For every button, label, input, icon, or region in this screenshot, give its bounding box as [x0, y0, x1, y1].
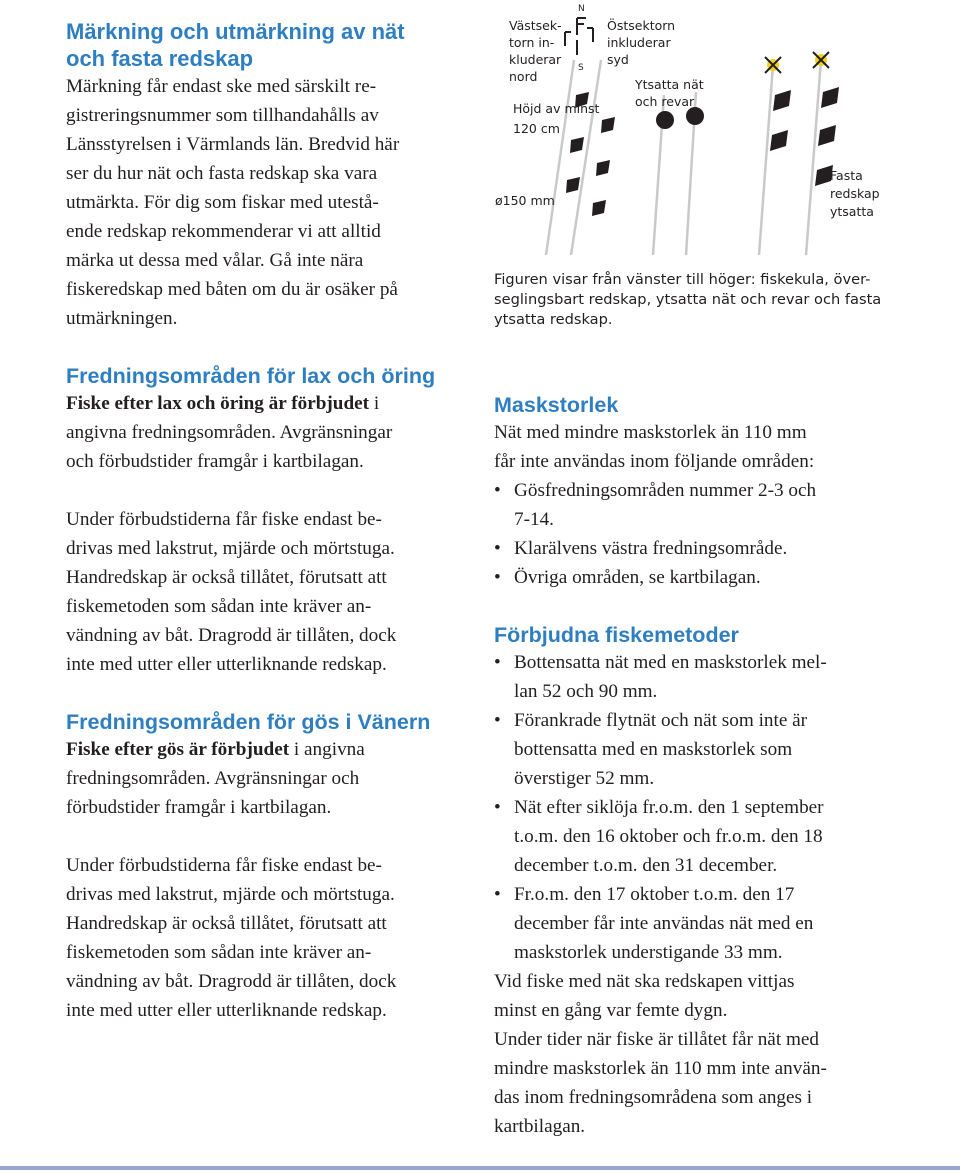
list-item: • Gösfredningsområden nummer 2-3 och 7-14.: [494, 476, 914, 534]
nets-label: Ytsatta nät och revar: [635, 77, 704, 109]
salmon-trout-heading: Fredningsområden för lax och öring: [66, 364, 436, 388]
section-marking: [66, 18, 481, 333]
left-column: [66, 18, 481, 1025]
mesh-size-heading: Maskstorlek: [494, 393, 619, 417]
pole-2: [571, 60, 601, 255]
forbidden-methods-list: [494, 648, 914, 967]
pole-1: [546, 60, 574, 255]
list-item: • Bottensatta nät med en maskstorlek mel- lan 52 och 90 mm.: [494, 648, 914, 706]
flag-icon: [770, 87, 839, 186]
list-item: • Nät efter siklöja fr.o.m. den 1 september t.o.m. den 16 oktober och fr.o.m. den 18 december t.o.m. den 31 december.: [494, 793, 914, 880]
svg-text:S: S: [578, 63, 584, 73]
svg-text:N: N: [578, 4, 585, 14]
gear-marking-figure: [491, 0, 931, 255]
section-mesh-size: Maskstorlek Nät med mindre maskstorlek än 110 mm får inte användas inom följande områden: • Gösfredningsområden nummer 2-3 och 7-14. • Klarälvens västra fredningsområde. • Övriga områden, se kartbilagan.: [494, 392, 914, 592]
west-sector-label: Västsek- torn in- kluderar nord: [509, 18, 562, 84]
list-item: • Förankrade flytnät och nät som inte är bottensatta med en maskstorlek som överstiger 52 mm.: [494, 706, 914, 793]
buoy-ball-icon: [656, 111, 674, 129]
pole-5: [759, 65, 773, 255]
list-item: • Klarälvens västra fredningsområde.: [494, 534, 914, 563]
compass-icon: [565, 4, 593, 73]
section-zander: Fredningsområden för gös i Vänern Fiske efter gös är förbjudet i angivna fredningsområden. Avgränsningar och förbudstider framgår i kartbilagan. Under förbudstiderna får fiske endast be- drivas med lakstrut, mjärde och mörtstuga. Handredskap är också tillåtet, förutsatt att fiskemetoden som sådan inte kräver an- vändning av båt. Dragrodd är tillåten, dock inte med utter eller utterliknande redskap.: [66, 709, 481, 1025]
marking-body: Märkning får endast ske med särskilt re- gistreringsnummer som tillhandahålls av Länsstyrelsen i Värmlands län. Bredvid här ser du hur nät och fasta redskap ska vara utmärkta. För dig som fiskar med utestå- ende redskap rekommenderar vi att alltid märka ut dessa med vålar. Gå inte nära fiskeredskap med båten om du är osäker på utmärkningen.: [66, 76, 400, 329]
mesh-size-list: [494, 476, 914, 592]
marking-heading: Märkning och utmärkning av nät och fasta redskap: [66, 19, 405, 71]
figure-caption: Figuren visar från vänster till höger: fiskekula, över- seglingsbart redskap, ytsatta nät och revar och fasta ytsatta redskap.: [494, 271, 882, 328]
section-salmon-trout: Fredningsområden för lax och öring Fiske efter lax och öring är förbjudet i angivna fredningsområden. Avgränsningar och förbudstider framgår i kartbilagan. Under förbudstiderna får fiske endast be- drivas med lakstrut, mjärde och mörtstuga. Handredskap är också tillåtet, förutsatt att fiskemetoden som sådan inte kräver an- vändning av båt. Dragrodd är tillåten, dock inte med utter eller utterliknande redskap.: [66, 363, 481, 679]
section-forbidden-methods: Förbjudna fiskemetoder • Bottensatta nät med en maskstorlek mel- lan 52 och 90 mm. • Förankrade flytnät och nät som inte är bottensatta med en maskstorlek som överstiger 52 mm. • Nät efter siklöja fr.o.m. den 1 september t.o.m. den 16 oktober och fr.o.m. den 18 december t.o.m. den 31 december. • Fr.o.m. den 17 oktober t.o.m. den 17 december får inte användas nät med en maskstorlek understigande 33 mm. Vid fiske med nät ska redskapen vittjas minst en gång var femte dygn. Under tider när fiske är tillåtet får nät med mindre maskstorlek än 110 mm inte använ- das inom fredningsområdena som anges i kartbilagan.: [494, 622, 914, 1141]
fixed-gear-label: Fasta redskap ytsatta: [830, 168, 880, 219]
zander-heading: Fredningsområden för gös i Vänern: [66, 710, 431, 734]
list-item: • Fr.o.m. den 17 oktober t.o.m. den 17 december får inte användas nät med en maskstorlek understigande 33 mm.: [494, 880, 914, 967]
zander-lead: Fiske efter gös är förbjudet i angivna: [66, 739, 365, 760]
footer-divider: [0, 1166, 960, 1170]
pole-6: [806, 60, 821, 255]
right-column: [494, 392, 914, 1141]
diameter-label: ø150 mm: [495, 193, 555, 208]
list-item: • Övriga områden, se kartbilagan.: [494, 563, 914, 592]
buoy-ball-icon: [686, 107, 704, 125]
forbidden-methods-heading: Förbjudna fiskemetoder: [494, 623, 739, 647]
east-sector-label: Östsektorn inkluderar syd: [607, 18, 676, 67]
height-label: Höjd av minst 120 cm: [513, 101, 600, 136]
salmon-trout-lead: Fiske efter lax och öring är förbjudet i: [66, 393, 380, 414]
